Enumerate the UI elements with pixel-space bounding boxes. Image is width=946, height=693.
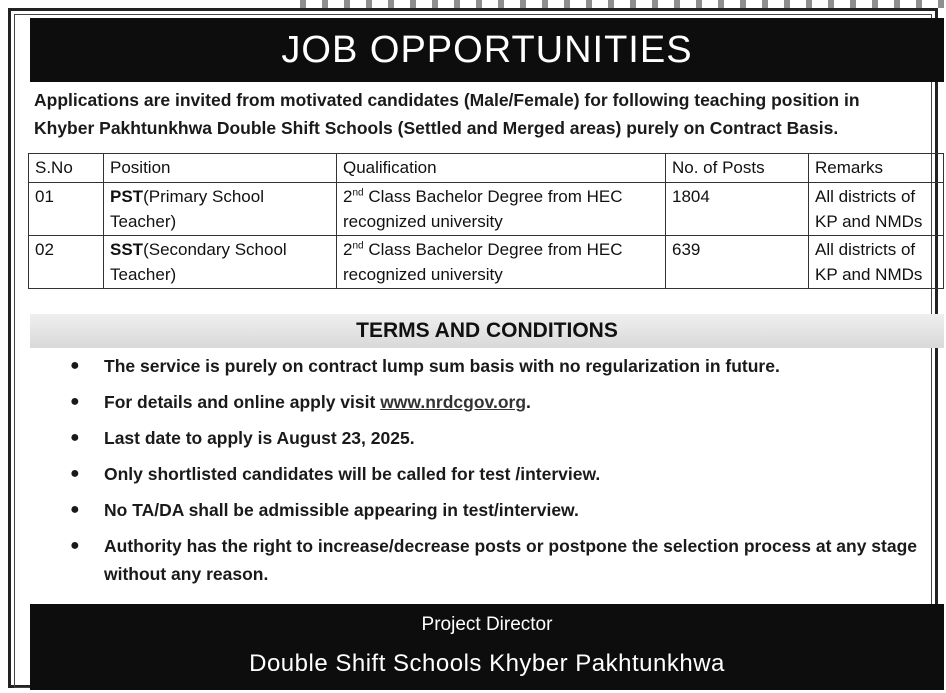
term-text: For details and online apply visit — [104, 392, 376, 412]
qual-suffix: nd — [352, 187, 364, 199]
position-code: PST — [110, 187, 144, 206]
organization-name: Double Shift Schools Khyber Pakhtunkhwa — [249, 650, 725, 677]
table-row — [29, 183, 944, 236]
intro-line: Applications are invited from motivated candidates (Male/Female) for following teaching position in — [34, 90, 860, 110]
position-title: (Secondary School Teacher) — [110, 240, 287, 284]
cell-qualification — [337, 183, 666, 236]
term-text: The service is purely on contract lump sum basis with no regularization in future. — [104, 356, 780, 376]
header-remarks: Remarks — [809, 154, 944, 183]
term-text: No TA/DA shall be admissible appearing in test/interview. — [104, 500, 579, 520]
list-item — [70, 532, 944, 588]
cell-position — [104, 183, 337, 236]
page-title: JOB OPPORTUNITIES — [281, 28, 693, 71]
cell-position — [104, 236, 337, 289]
qual-suffix: nd — [352, 240, 364, 252]
intro-paragraph — [34, 86, 934, 142]
cell-sno: 01 — [29, 183, 104, 236]
terms-title: TERMS AND CONDITIONS — [356, 319, 618, 342]
list-item — [70, 424, 944, 452]
cell-remarks: All districts of KP and NMDs — [809, 236, 944, 289]
header-qualification: Qualification — [337, 154, 666, 183]
table-row — [29, 236, 944, 289]
cropped-header-text — [300, 0, 946, 8]
header-bar — [30, 18, 944, 82]
header-posts: No. of Posts — [666, 154, 809, 183]
bullet-dot-icon: ● — [70, 465, 80, 482]
list-item — [70, 496, 944, 524]
table-header-row — [29, 154, 944, 183]
cell-qualification — [337, 236, 666, 289]
cell-posts: 639 — [666, 236, 809, 289]
intro-line: Khyber Pakhtunkhwa Double Shift Schools (Settled and Merged areas) purely on Contract Basis. — [34, 118, 839, 138]
list-item — [70, 388, 944, 416]
bullet-dot-icon: ● — [70, 537, 80, 554]
signatory-role: Project Director — [421, 614, 553, 635]
terms-header-bar — [30, 314, 944, 348]
term-text: Only shortlisted candidates will be called for test /interview. — [104, 464, 601, 484]
term-text: Last date to apply is August 23, 2025. — [104, 428, 415, 448]
cell-remarks: All districts of KP and NMDs — [809, 183, 944, 236]
website-link[interactable]: www.nrdcgov.org — [380, 392, 527, 412]
list-item — [70, 460, 944, 488]
header-position: Position — [104, 154, 337, 183]
qual-text: Class Bachelor Degree from HEC recognized university — [343, 187, 623, 231]
list-item — [70, 352, 944, 380]
position-title: (Primary School Teacher) — [110, 187, 264, 231]
term-text: Authority has the right to increase/decrease posts or postpone the selection process at any stage without any reason. — [104, 536, 917, 584]
header-sno: S.No — [29, 154, 104, 183]
term-text-suffix: . — [526, 392, 531, 412]
bullet-dot-icon: ● — [70, 393, 80, 410]
positions-table — [28, 153, 944, 289]
qual-ordinal: 2 — [343, 187, 353, 206]
cell-sno: 02 — [29, 236, 104, 289]
terms-list — [62, 352, 944, 596]
bullet-dot-icon: ● — [70, 429, 80, 446]
qual-text: Class Bachelor Degree from HEC recognized university — [343, 240, 623, 284]
bullet-dot-icon: ● — [70, 357, 80, 374]
bullet-dot-icon: ● — [70, 501, 80, 518]
qual-ordinal: 2 — [343, 240, 353, 259]
footer-bar — [30, 604, 944, 690]
cell-posts: 1804 — [666, 183, 809, 236]
position-code: SST — [110, 240, 144, 259]
